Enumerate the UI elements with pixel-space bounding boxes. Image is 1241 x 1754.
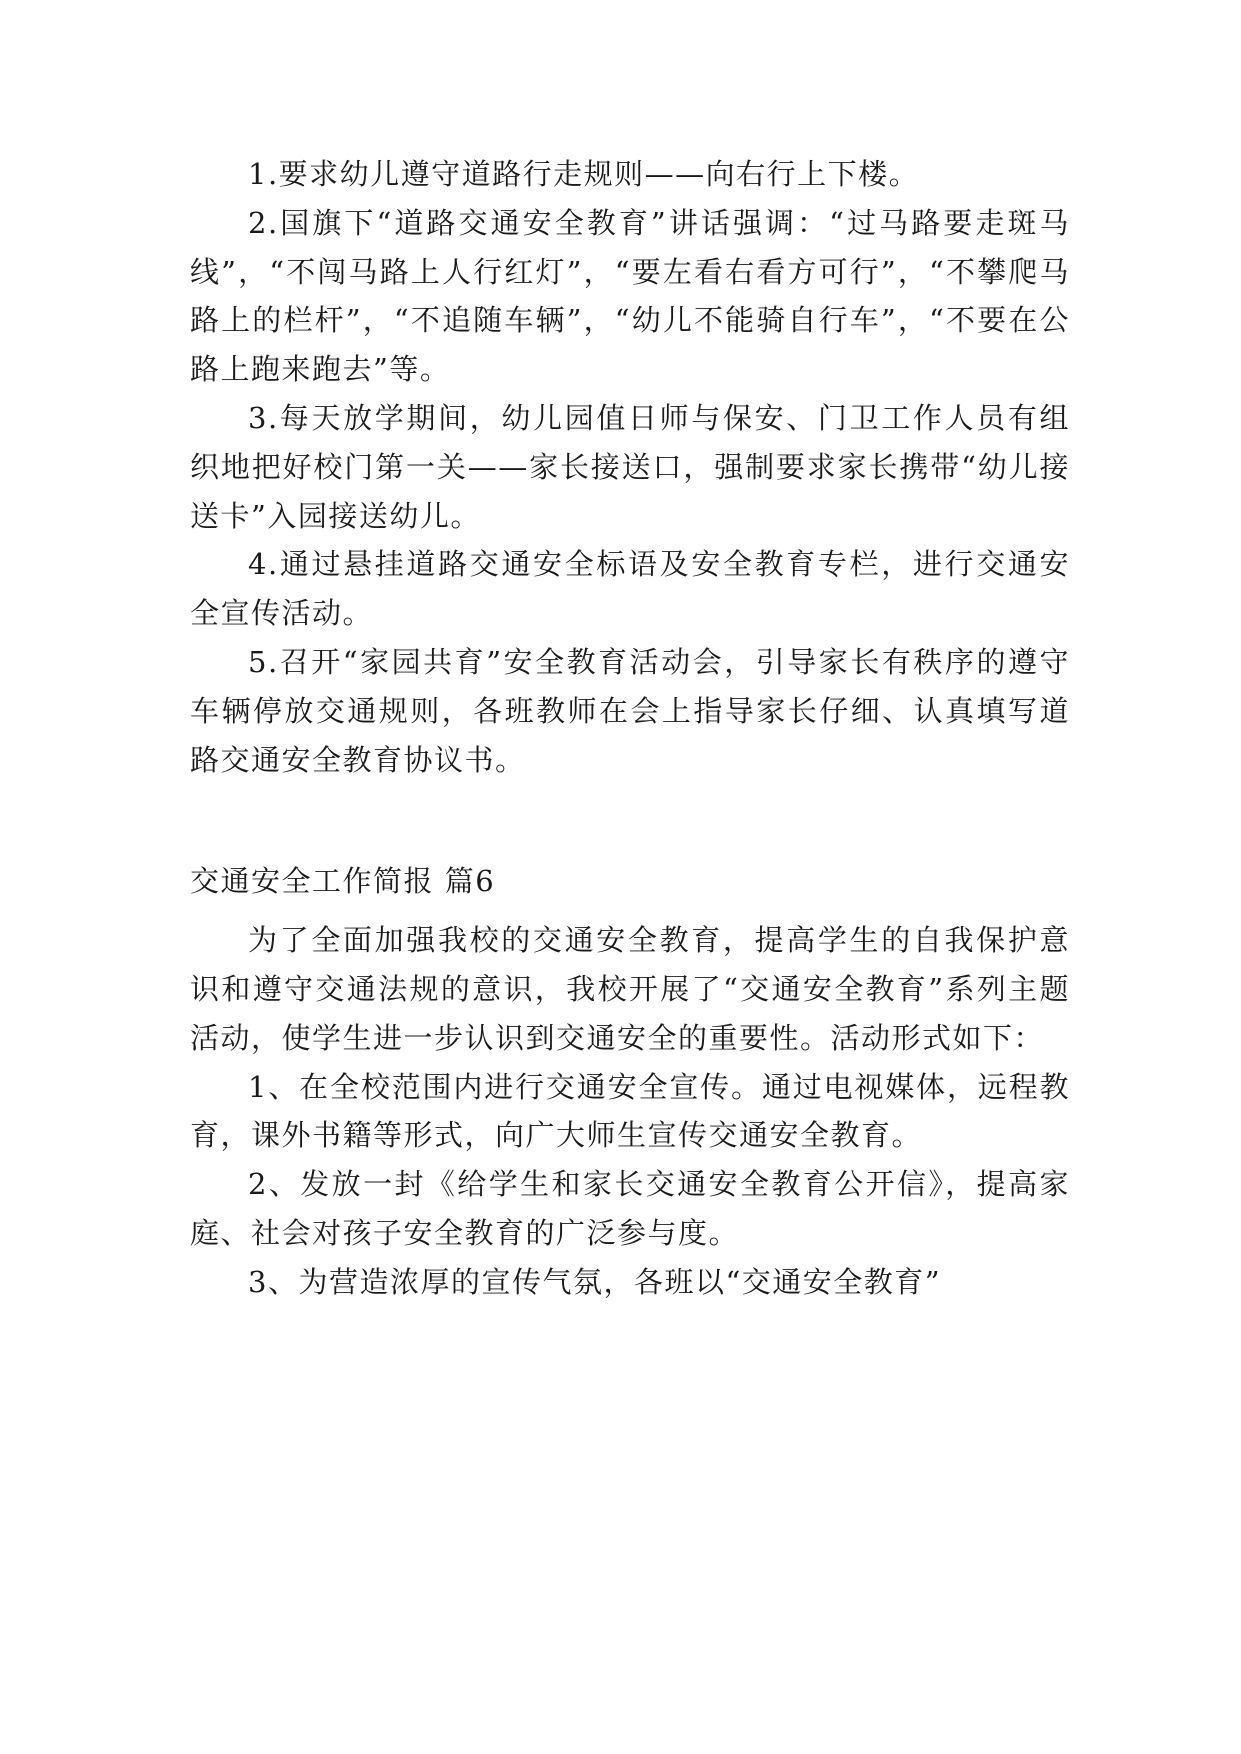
- section-6-body: [190, 916, 1070, 1306]
- paragraph-item-3: 3、为营造浓厚的宣传气氛，各班以“交通安全教育”: [248, 1264, 942, 1299]
- document-page: [190, 150, 1070, 1307]
- section-top: [190, 150, 1070, 784]
- paragraph-rule-5: 5.召开“家园共育”安全教育活动会，引导家长有秩序的遵守车辆停放交通规则，各班教师在会上指导家长仔细、认真填写道路交通安全教育协议书。: [190, 644, 1070, 777]
- paragraph-rule-2: 2.国旗下“道路交通安全教育”讲话强调：“过马路要走斑马线”，“不闯马路上人行红灯”，“要左看右看方可行”，“不攀爬马路上的栏杆”，“不追随车辆”，“幼儿不能骑自行车”，“不要在公路上跑来跑去”等。: [190, 205, 1070, 387]
- paragraph-rule-4: 4.通过悬挂道路交通安全标语及安全教育专栏，进行交通安全宣传活动。: [190, 547, 1070, 631]
- paragraph-item-2: 2、发放一封《给学生和家长交通安全教育公开信》，提高家庭、社会对孩子安全教育的广泛参与度。: [190, 1167, 1070, 1250]
- section-heading: 交通安全工作简报 篇6: [190, 864, 496, 899]
- paragraph-rule-1: 1.要求幼儿遵守道路行走规则——向右行上下楼。: [248, 157, 920, 191]
- paragraph-rule-3: 3.每天放学期间，幼儿园值日师与保安、门卫工作人员有组织地把好校门第一关——家长接送口，强制要求家长携带“幼儿接送卡”入园接送幼儿。: [190, 400, 1070, 533]
- paragraph-intro: 为了全面加强我校的交通安全教育，提高学生的自我保护意识和遵守交通法规的意识，我校开展了“交通安全教育”系列主题活动，使学生进一步认识到交通安全的重要性。活动形式如下：: [190, 923, 1070, 1055]
- paragraph-item-1: 1、在全校范围内进行交通安全宣传。通过电视媒体，远程教育，课外书籍等形式，向广大师生宣传交通安全教育。: [190, 1069, 1070, 1153]
